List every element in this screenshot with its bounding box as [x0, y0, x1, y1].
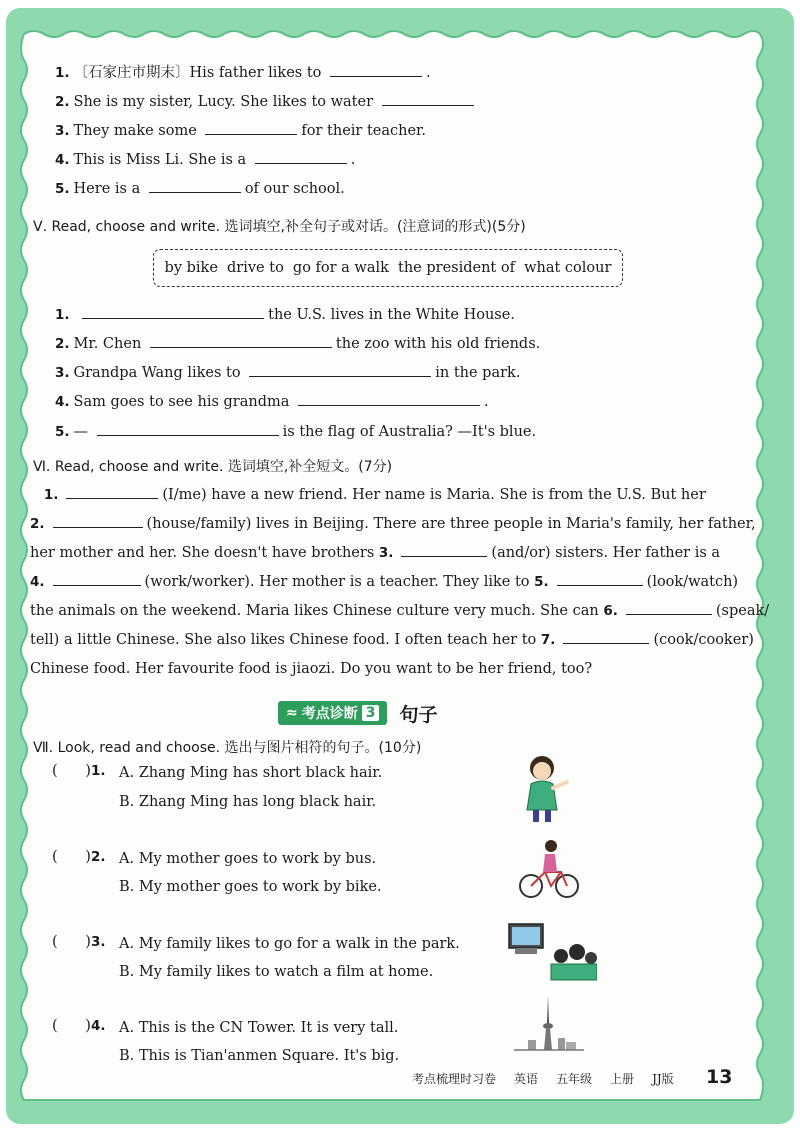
s5-item-2: 2. Mr. Chen the zoo with his old friends.	[55, 333, 540, 354]
page-footer	[412, 1070, 674, 1087]
answer-blank[interactable]	[557, 571, 643, 586]
answer-blank[interactable]	[330, 62, 422, 77]
option-b[interactable]: B. My family likes to watch a film at home.	[119, 964, 434, 980]
answer-blank[interactable]	[53, 513, 143, 528]
answer-blank[interactable]	[66, 484, 158, 499]
section-6-passage	[30, 481, 770, 684]
passage-line-1: 1. (I/me) have a new friend. Her name is Maria. She is from the U.S. But her	[30, 481, 730, 510]
answer-blank[interactable]	[563, 629, 649, 644]
page-number: 13	[706, 1066, 733, 1088]
passage-line-6: tell) a little Chinese. She also likes Chinese food. I often teach her to 7. (cook/cooker)	[30, 626, 730, 655]
section-5-header: Ⅴ. Read, choose and write. 选词填空,补全句子或对话。(注意词的形式)(5分)	[33, 219, 526, 235]
answer-blank[interactable]	[205, 120, 297, 135]
s4-item-5: 5. Here is a of our school.	[55, 178, 345, 199]
girl-short-hair-picture	[515, 752, 577, 824]
passage-line-3: her mother and her. She doesn't have brothers 3. (and/or) sisters. Her father is a	[30, 539, 730, 568]
answer-blank[interactable]	[626, 600, 712, 615]
word-option: the president of	[398, 260, 515, 276]
answer-blank[interactable]	[97, 421, 279, 436]
answer-blank[interactable]	[150, 333, 332, 348]
option-b[interactable]: B. My mother goes to work by bike.	[119, 879, 382, 895]
cn-tower-picture	[508, 994, 588, 1056]
section-7-header: Ⅶ. Look, read and choose. 选出与图片相符的句子。(10分)	[33, 740, 422, 756]
footer-grade: 五年级	[556, 1072, 593, 1086]
answer-blank[interactable]	[298, 391, 480, 406]
woman-riding-bike-picture	[517, 836, 581, 900]
s4-item-3: 3. They make some for their teacher.	[55, 120, 426, 141]
banner-title: 句子	[399, 703, 438, 726]
topic-banner	[278, 700, 438, 726]
diagnosis-badge: ≈ 考点诊断 3	[278, 701, 387, 725]
footer-book: 考点梳理时习卷	[412, 1072, 497, 1086]
word-option: drive to	[227, 260, 284, 276]
option-a[interactable]: A. My family likes to go for a walk in the park.	[119, 936, 460, 952]
option-a[interactable]: A. Zhang Ming has short black hair.	[119, 765, 383, 781]
option-b[interactable]: B. Zhang Ming has long black hair.	[119, 794, 377, 810]
answer-paren[interactable]: ( )2.	[52, 849, 106, 865]
family-watching-tv-picture	[505, 920, 597, 984]
s4-item-4: 4. This is Miss Li. She is a .	[55, 149, 355, 170]
s5-item-1: 1. the U.S. lives in the White House.	[55, 304, 515, 325]
footer-edition: JJ版	[652, 1072, 674, 1086]
option-b[interactable]: B. This is Tian'anmen Square. It's big.	[119, 1048, 400, 1064]
answer-blank[interactable]	[82, 304, 264, 319]
answer-blank[interactable]	[255, 149, 347, 164]
footer-volume: 上册	[610, 1072, 635, 1086]
word-bank	[153, 249, 623, 287]
passage-line-5: the animals on the weekend. Maria likes Chinese culture very much. She can 6. (speak/	[30, 597, 730, 626]
word-option: what colour	[524, 260, 612, 276]
passage-line-4: 4. (work/worker). Her mother is a teacher. They like to 5. (look/watch)	[30, 568, 730, 597]
answer-blank[interactable]	[53, 571, 141, 586]
option-a[interactable]: A. My mother goes to work by bus.	[119, 851, 377, 867]
footer-subject: 英语	[514, 1072, 539, 1086]
s4-item-2: 2. She is my sister, Lucy. She likes to water	[55, 91, 478, 112]
passage-line-7: Chinese food. Her favourite food is jiaozi. Do you want to be her friend, too?	[30, 661, 593, 677]
answer-blank[interactable]	[401, 542, 487, 557]
wave-icon: ≈	[286, 705, 298, 721]
answer-blank[interactable]	[249, 362, 431, 377]
answer-paren[interactable]: ( )4.	[52, 1018, 106, 1034]
passage-line-2: 2. (house/family) lives in Beijing. There are three people in Maria's family, her father,	[30, 510, 730, 539]
answer-blank[interactable]	[382, 91, 474, 106]
answer-paren[interactable]: ( )1.	[52, 763, 106, 779]
answer-paren[interactable]: ( )3.	[52, 934, 106, 950]
word-option: by bike	[164, 260, 218, 276]
s5-item-3: 3. Grandpa Wang likes to in the park.	[55, 362, 520, 383]
option-a[interactable]: A. This is the CN Tower. It is very tall.	[119, 1020, 399, 1036]
s5-item-5: 5. — is the flag of Australia? —It's blue.	[55, 421, 536, 442]
answer-blank[interactable]	[149, 178, 241, 193]
word-option: go for a walk	[292, 260, 389, 276]
s5-item-4: 4. Sam goes to see his grandma .	[55, 391, 489, 412]
section-6-header: Ⅵ. Read, choose and write. 选词填空,补全短文。(7分)	[33, 459, 393, 475]
s4-item-1: 1. 〔石家庄市期末〕His father likes to .	[55, 62, 431, 83]
